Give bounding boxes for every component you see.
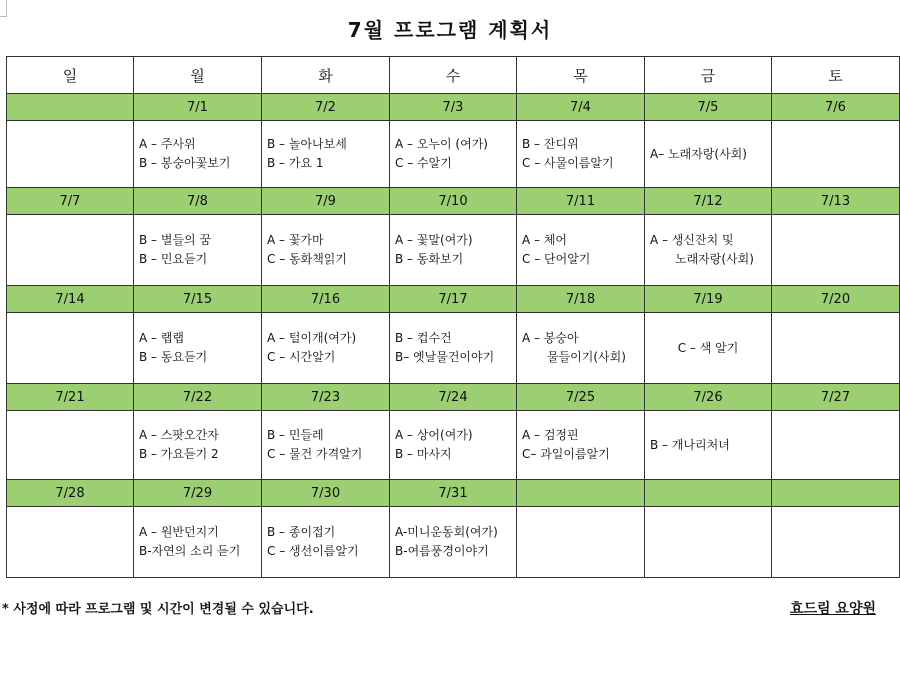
- program-cell-friday: [645, 507, 772, 578]
- date-cell-sunday: 7/14: [7, 286, 134, 313]
- program-cell-sunday: [7, 121, 134, 188]
- date-row: [7, 188, 900, 215]
- program-item: B – 민요듣기: [139, 252, 208, 266]
- program-item: A – 털이개(여가): [267, 331, 357, 345]
- program-item: A– 노래자랑(사회): [650, 146, 747, 161]
- program-cell-wednesday: [390, 313, 517, 384]
- program-cell-friday: [645, 215, 772, 286]
- program-item: B – 종이접기: [267, 525, 336, 539]
- program-cell-wednesday: [390, 215, 517, 286]
- date-cell-wednesday: 7/3: [390, 94, 517, 121]
- weekday-sunday: 일: [7, 57, 134, 94]
- program-cell-thursday: [517, 121, 645, 188]
- program-item: A – 주사위: [139, 137, 196, 151]
- program-cell-wednesday: [390, 121, 517, 188]
- date-cell-monday: 7/1: [134, 94, 262, 121]
- program-cell-sunday: [7, 313, 134, 384]
- program-item: B – 마사지: [395, 447, 452, 461]
- program-item: A – 원반던지기: [139, 525, 219, 539]
- weekday-wednesday: 수: [390, 57, 517, 94]
- page-title: 7월 프로그램 계획서: [347, 18, 553, 42]
- date-cell-wednesday: 7/24: [390, 384, 517, 411]
- date-cell-saturday: 7/27: [772, 384, 900, 411]
- program-item: A – 스팟오간자: [139, 428, 219, 442]
- program-cell-wednesday: [390, 507, 517, 578]
- date-cell-thursday: 7/25: [517, 384, 645, 411]
- program-cell-saturday: [772, 215, 900, 286]
- date-cell-saturday: 7/13: [772, 188, 900, 215]
- program-item: A – 봉숭아: [522, 331, 579, 345]
- date-row: [7, 384, 900, 411]
- schedule-change-note: * 사정에 따라 프로그램 및 시간이 변경될 수 있습니다.: [2, 602, 314, 617]
- date-cell-sunday: 7/21: [7, 384, 134, 411]
- date-cell-saturday: 7/6: [772, 94, 900, 121]
- program-cell-friday: [645, 313, 772, 384]
- date-cell-thursday: 7/4: [517, 94, 645, 121]
- program-item: A-미니운동회(여가): [395, 525, 498, 539]
- program-cell-tuesday: [262, 121, 390, 188]
- date-cell-friday: 7/26: [645, 384, 772, 411]
- date-cell-tuesday: 7/2: [262, 94, 390, 121]
- program-cell-tuesday: [262, 411, 390, 480]
- date-cell-friday: 7/12: [645, 188, 772, 215]
- program-item: B-자연의 소리 듣기: [139, 544, 241, 558]
- program-item: B – 개나리처녀: [650, 437, 730, 452]
- program-item: A – 꽃가마: [267, 233, 324, 247]
- program-row: [7, 507, 900, 578]
- date-row: [7, 94, 900, 121]
- program-cell-tuesday: [262, 313, 390, 384]
- program-cell-tuesday: [262, 215, 390, 286]
- date-cell-monday: 7/15: [134, 286, 262, 313]
- program-cell-monday: [134, 411, 262, 480]
- program-row: [7, 121, 900, 188]
- program-cell-saturday: [772, 121, 900, 188]
- program-cell-wednesday: [390, 411, 517, 480]
- program-item: B – 민들레: [267, 428, 324, 442]
- program-item: A – 검정핀: [522, 428, 579, 442]
- date-cell-saturday: 7/20: [772, 286, 900, 313]
- date-cell-thursday: 7/11: [517, 188, 645, 215]
- program-item: B – 동화보기: [395, 252, 464, 266]
- program-item: B – 가요 1: [267, 156, 324, 170]
- date-cell-monday: 7/29: [134, 480, 262, 507]
- weekday-tuesday: 화: [262, 57, 390, 94]
- date-cell-tuesday: 7/9: [262, 188, 390, 215]
- program-item: C – 수알기: [395, 156, 452, 170]
- date-cell-tuesday: 7/30: [262, 480, 390, 507]
- program-item: 물들이기(사회): [547, 350, 626, 364]
- date-cell-wednesday: 7/10: [390, 188, 517, 215]
- program-cell-sunday: [7, 411, 134, 480]
- program-cell-thursday: [517, 411, 645, 480]
- program-item: A – 생신잔치 및: [650, 233, 734, 247]
- program-item: A – 체어: [522, 233, 568, 247]
- date-cell-wednesday: 7/31: [390, 480, 517, 507]
- weekday-header-row: [7, 57, 900, 94]
- facility-name: 효드림 요양원: [789, 601, 876, 617]
- program-cell-friday: [645, 121, 772, 188]
- date-cell-wednesday: 7/17: [390, 286, 517, 313]
- date-cell-friday: 7/5: [645, 94, 772, 121]
- program-cell-monday: [134, 215, 262, 286]
- program-calendar: [6, 56, 900, 578]
- program-item: A – 상어(여가): [395, 428, 473, 442]
- date-cell-tuesday: 7/23: [262, 384, 390, 411]
- program-cell-monday: [134, 507, 262, 578]
- program-row: [7, 215, 900, 286]
- program-cell-saturday: [772, 313, 900, 384]
- program-item: B– 옛날물건이야기: [395, 350, 495, 364]
- program-cell-thursday: [517, 313, 645, 384]
- program-item: C – 물건 가격알기: [267, 447, 363, 461]
- program-item: A – 오누이 (여가): [395, 137, 488, 151]
- program-item: B – 놀아나보세: [267, 137, 347, 151]
- date-cell-sunday: [7, 94, 134, 121]
- program-item: B – 동요듣기: [139, 350, 208, 364]
- program-item: A – 랩랩: [139, 331, 185, 345]
- program-item: 노래자랑(사회): [675, 252, 754, 266]
- date-row: [7, 480, 900, 507]
- program-item: B – 잔디위: [522, 137, 579, 151]
- program-item: C – 동화책읽기: [267, 252, 347, 266]
- date-cell-tuesday: 7/16: [262, 286, 390, 313]
- date-cell-sunday: 7/7: [7, 188, 134, 215]
- date-cell-sunday: 7/28: [7, 480, 134, 507]
- program-row: [7, 411, 900, 480]
- program-cell-monday: [134, 313, 262, 384]
- program-cell-saturday: [772, 507, 900, 578]
- program-cell-friday: [645, 411, 772, 480]
- program-item: B – 별들의 꿈: [139, 233, 212, 247]
- program-item: C– 과일이름알기: [522, 447, 610, 461]
- program-cell-tuesday: [262, 507, 390, 578]
- weekday-friday: 금: [645, 57, 772, 94]
- program-cell-sunday: [7, 215, 134, 286]
- program-item: C – 단어알기: [522, 252, 591, 266]
- program-item: C – 생선이름알기: [267, 544, 359, 558]
- weekday-thursday: 목: [517, 57, 645, 94]
- date-cell-saturday: [772, 480, 900, 507]
- date-cell-monday: 7/22: [134, 384, 262, 411]
- date-cell-thursday: 7/18: [517, 286, 645, 313]
- program-item: C – 색 알기: [677, 340, 739, 355]
- weekday-monday: 월: [134, 57, 262, 94]
- program-item: A – 꽃말(여가): [395, 233, 473, 247]
- program-item: B – 가요듣기 2: [139, 447, 219, 461]
- date-cell-monday: 7/8: [134, 188, 262, 215]
- program-item: B – 컵수건: [395, 331, 452, 345]
- program-item: B-여름풍경이야기: [395, 544, 489, 558]
- date-cell-friday: 7/19: [645, 286, 772, 313]
- date-cell-thursday: [517, 480, 645, 507]
- date-row: [7, 286, 900, 313]
- program-item: C – 사물이름알기: [522, 156, 614, 170]
- program-item: B – 봉숭아꽃보기: [139, 156, 231, 170]
- program-row: [7, 313, 900, 384]
- date-cell-friday: [645, 480, 772, 507]
- program-cell-sunday: [7, 507, 134, 578]
- program-cell-thursday: [517, 507, 645, 578]
- program-cell-saturday: [772, 411, 900, 480]
- weekday-saturday: 토: [772, 57, 900, 94]
- program-cell-monday: [134, 121, 262, 188]
- program-item: C – 시간알기: [267, 350, 336, 364]
- program-cell-thursday: [517, 215, 645, 286]
